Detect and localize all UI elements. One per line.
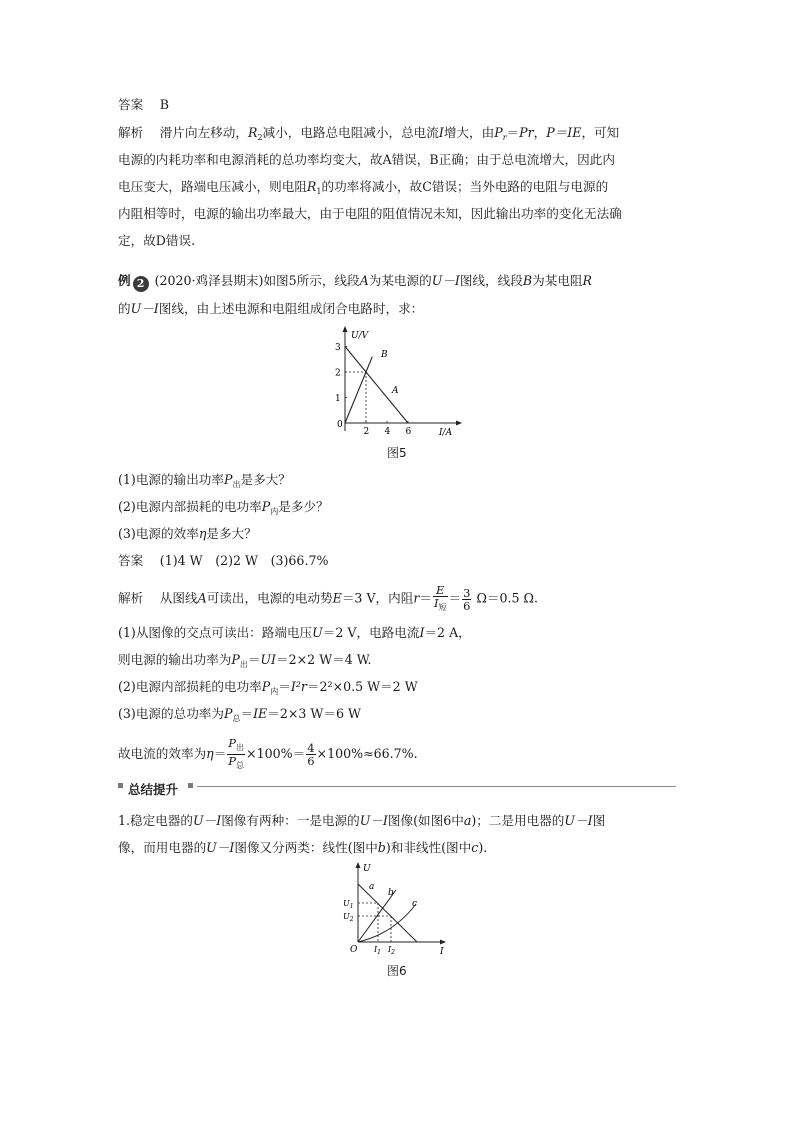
curve-a-label: a: [369, 882, 375, 892]
text: )和非线性(图中: [385, 840, 472, 855]
answer-value: B: [159, 97, 170, 112]
subscript: 总: [236, 761, 245, 770]
numerator: [227, 737, 245, 755]
var: b: [377, 840, 386, 855]
numerator: 4: [307, 741, 315, 755]
denominator: 6: [463, 598, 471, 613]
x-axis-label: I: [440, 947, 444, 957]
var: P: [224, 706, 233, 721]
var: UI: [260, 652, 277, 667]
u1-label: [343, 899, 354, 910]
origin-label: 0: [337, 420, 343, 430]
text: ＝: [278, 679, 291, 694]
text: 图像又分两类：线性(图中: [234, 840, 378, 855]
var: IE: [253, 706, 268, 721]
var: P: [261, 499, 271, 514]
text: 图线，线段: [459, 273, 523, 288]
question-3: [118, 525, 257, 543]
text: (3)电源的效率: [118, 526, 199, 541]
text: ).: [478, 840, 488, 855]
var: A: [359, 273, 369, 288]
var: P: [231, 652, 240, 667]
denominator: [227, 755, 245, 772]
var: Pr: [519, 125, 534, 140]
var: U－I: [564, 813, 593, 828]
text: ，: [533, 125, 547, 140]
var: P: [224, 472, 233, 487]
line-a-label: A: [392, 386, 399, 396]
text: ＝2×3 W＝6 W: [267, 706, 361, 721]
var: P: [261, 679, 271, 694]
summary-line-2: [118, 839, 487, 857]
series-line-a: [345, 347, 408, 424]
y-axis-arrow: [343, 326, 348, 332]
analysis2-line-5: [118, 705, 361, 728]
text: 滑片向左移动，: [159, 125, 248, 140]
subscript: 出: [232, 480, 241, 489]
example-label: 例: [118, 273, 131, 288]
var: R: [306, 179, 317, 194]
summary-title: 总结提升: [128, 782, 179, 797]
i2-label: [387, 945, 395, 956]
analysis1-line-3: [118, 178, 608, 201]
x-axis-arrow: [440, 940, 446, 945]
var: a: [463, 813, 472, 828]
var: P＝IE: [546, 125, 582, 140]
text: 的功率将减小，故C错误；当外电路的电阻与电源的: [321, 179, 609, 194]
text: ＝2×2 W＝4 W.: [276, 652, 372, 667]
numerator: E: [433, 584, 448, 597]
text: ×100%≈66.7%.: [316, 746, 418, 761]
text: 故电流的效率为: [118, 746, 207, 761]
text: ×100%＝: [246, 746, 306, 761]
text: 增大，由: [443, 125, 495, 140]
figure-6-caption: 图6: [387, 964, 407, 978]
denominator: 6: [307, 754, 315, 768]
var: P: [228, 736, 237, 750]
answer-line-2: [118, 552, 328, 570]
text: ＝: [240, 706, 254, 721]
text: ＝: [448, 590, 462, 606]
fraction-4-over-6: [306, 742, 315, 767]
curve-b-label: b: [388, 888, 394, 898]
y-axis-arrow: [356, 862, 361, 868]
text: ＝: [419, 590, 432, 606]
var: U－I: [359, 813, 388, 828]
example2-line-1: [118, 272, 592, 292]
summary-title-marker-icon: [188, 783, 193, 788]
subscript: r: [502, 133, 507, 142]
curve-c: [358, 904, 416, 942]
analysis1-line-1: [118, 124, 619, 147]
text: 像，而用电器的: [118, 840, 207, 855]
x-axis-label: I/A: [439, 428, 453, 438]
analysis-label: 解析: [118, 590, 144, 606]
var: R: [247, 125, 258, 140]
figure-6-diagram: [338, 862, 454, 958]
y-tick-label-2: 2: [335, 368, 341, 379]
text: ，可知: [581, 125, 620, 140]
var: η: [206, 746, 214, 761]
x-tick-label-6: 6: [405, 427, 412, 437]
subscript: 短: [438, 603, 447, 612]
text: ＝: [506, 125, 520, 140]
var: E: [332, 590, 342, 606]
var: A: [197, 590, 207, 606]
subscript: 总: [232, 714, 241, 723]
fraction-p-out-over-p-total: [227, 737, 245, 772]
text: )；二是用电器的: [471, 813, 565, 828]
subscript: 2: [257, 133, 263, 142]
answer-label: 答案: [118, 97, 144, 112]
denominator: [433, 597, 448, 614]
var: U－I: [206, 840, 235, 855]
example-number-badge: 2: [133, 276, 149, 292]
x-tick-label-4: 4: [384, 427, 391, 437]
text: 是多少？: [278, 499, 329, 514]
text: 图像(如图6中: [387, 813, 464, 828]
subscript: 内: [270, 687, 279, 696]
series-line-b: [345, 357, 372, 423]
analysis2-line-4: [118, 678, 418, 701]
subscript: 1: [316, 187, 322, 196]
figure-5-chart: [330, 326, 470, 440]
curve-c-label: c: [412, 899, 418, 909]
line-b-label: B: [381, 350, 388, 360]
i2-letter: I: [388, 945, 392, 954]
var: I²r: [290, 679, 307, 694]
i2-sub: 2: [391, 949, 395, 956]
subscript: 内: [270, 507, 279, 516]
text: (2020·鸡泽县期末)如图5所示，线段: [154, 273, 360, 288]
y-axis-label: U/V: [351, 331, 369, 341]
var: c: [471, 840, 479, 855]
analysis2-line-2: [118, 624, 471, 642]
summary-line-1: [118, 812, 605, 830]
origin-label: O: [350, 945, 358, 955]
text: 的: [118, 301, 131, 316]
var: U－I: [193, 813, 222, 828]
x-tick-label-2: 2: [363, 427, 370, 437]
u2-label: [343, 912, 354, 923]
text: 减小，电路总电阻减小，总电流: [262, 125, 439, 140]
figure-5-caption: 图5: [387, 446, 407, 460]
var: B: [522, 273, 533, 288]
var: U: [312, 625, 323, 640]
var: U－I: [431, 273, 460, 288]
u1-letter: U: [343, 899, 350, 908]
var: I: [419, 625, 425, 640]
y-tick-label-1: 1: [335, 394, 341, 404]
var: R: [582, 273, 592, 288]
text: 图: [592, 813, 606, 828]
answer-line-1: [118, 96, 169, 114]
text: ＝: [247, 652, 261, 667]
text: ＝2 A，: [424, 625, 471, 640]
text: 为某电阻: [532, 273, 583, 288]
text: (2)电源内部损耗的电功率: [118, 499, 262, 514]
analysis2-line-3: [118, 651, 372, 674]
text: 是多大？: [206, 526, 257, 541]
x-axis-arrow: [456, 421, 462, 426]
u2-letter: U: [343, 912, 350, 921]
text: 1.稳定电器的: [118, 813, 193, 828]
question-2: [118, 498, 329, 521]
text: 电压变大，路端电压减小，则电阻: [118, 179, 307, 194]
var: P: [228, 754, 237, 768]
analysis1-line-5: 定，故D错误.: [118, 233, 196, 248]
example2-line-2: [118, 300, 423, 318]
subscript: 出: [236, 743, 245, 752]
y-tick-label-3: 3: [335, 343, 341, 353]
summary-bullet-icon: [118, 783, 123, 788]
text: 则电源的输出功率为: [118, 652, 232, 667]
numerator: 3: [463, 585, 471, 600]
text: (2)电源内部损耗的电功率: [118, 679, 262, 694]
analysis2-line-6: [118, 737, 418, 772]
text: ＝: [213, 746, 227, 761]
text: Ω＝0.5 Ω.: [476, 590, 538, 606]
var: r: [413, 590, 420, 606]
i1-letter: I: [374, 945, 378, 954]
answer-value: (1)4 W (2)2 W (3)66.7%: [159, 553, 329, 568]
text: 可读出，电源的电动势: [206, 590, 333, 606]
text: 从图线: [159, 590, 198, 606]
text: 图像有两种：一是电源的: [221, 813, 360, 828]
i1-sub: 1: [377, 949, 381, 956]
fraction-3-over-6: [462, 587, 471, 612]
text: (1)电源的输出功率: [118, 472, 224, 487]
answer-label: 答案: [118, 553, 144, 568]
subscript: 出: [239, 660, 248, 669]
var: I: [438, 125, 444, 140]
text: 是多大？: [240, 472, 291, 487]
var: U－I: [130, 301, 159, 316]
text: ＝2 V，电路电流: [322, 625, 420, 640]
text: (3)电源的总功率为: [118, 706, 224, 721]
analysis1-line-4: 内阻相等时，电源的输出功率最大，由于电阻的阻值情况未知，因此输出功率的变化无法确: [118, 206, 622, 221]
summary-divider: [197, 786, 676, 787]
u1-sub: 1: [349, 903, 354, 910]
u2-sub: 2: [349, 916, 354, 923]
analysis1-line-2: 电源的内耗功率和电源消耗的总功率均变大，故A错误，B正确；由于总电流增大，因此内: [118, 152, 615, 167]
var: P: [494, 125, 503, 140]
analysis-label: 解析: [118, 125, 144, 140]
fraction-e-over-i: [433, 584, 448, 614]
y-axis-label: U: [363, 864, 371, 874]
text: (1)从图像的交点可读出：路端电压: [118, 625, 313, 640]
var: η: [198, 526, 207, 541]
analysis2-line-1: [118, 584, 538, 614]
text: 为某电源的: [368, 273, 432, 288]
question-1: [118, 471, 291, 494]
text: ＝3 V，内阻: [341, 590, 414, 606]
var: I: [433, 596, 439, 610]
text: 图线，由上述电源和电阻组成闭合电路时，求：: [158, 301, 424, 316]
text: ＝2²×0.5 W＝2 W: [306, 679, 418, 694]
i1-label: [373, 945, 381, 956]
